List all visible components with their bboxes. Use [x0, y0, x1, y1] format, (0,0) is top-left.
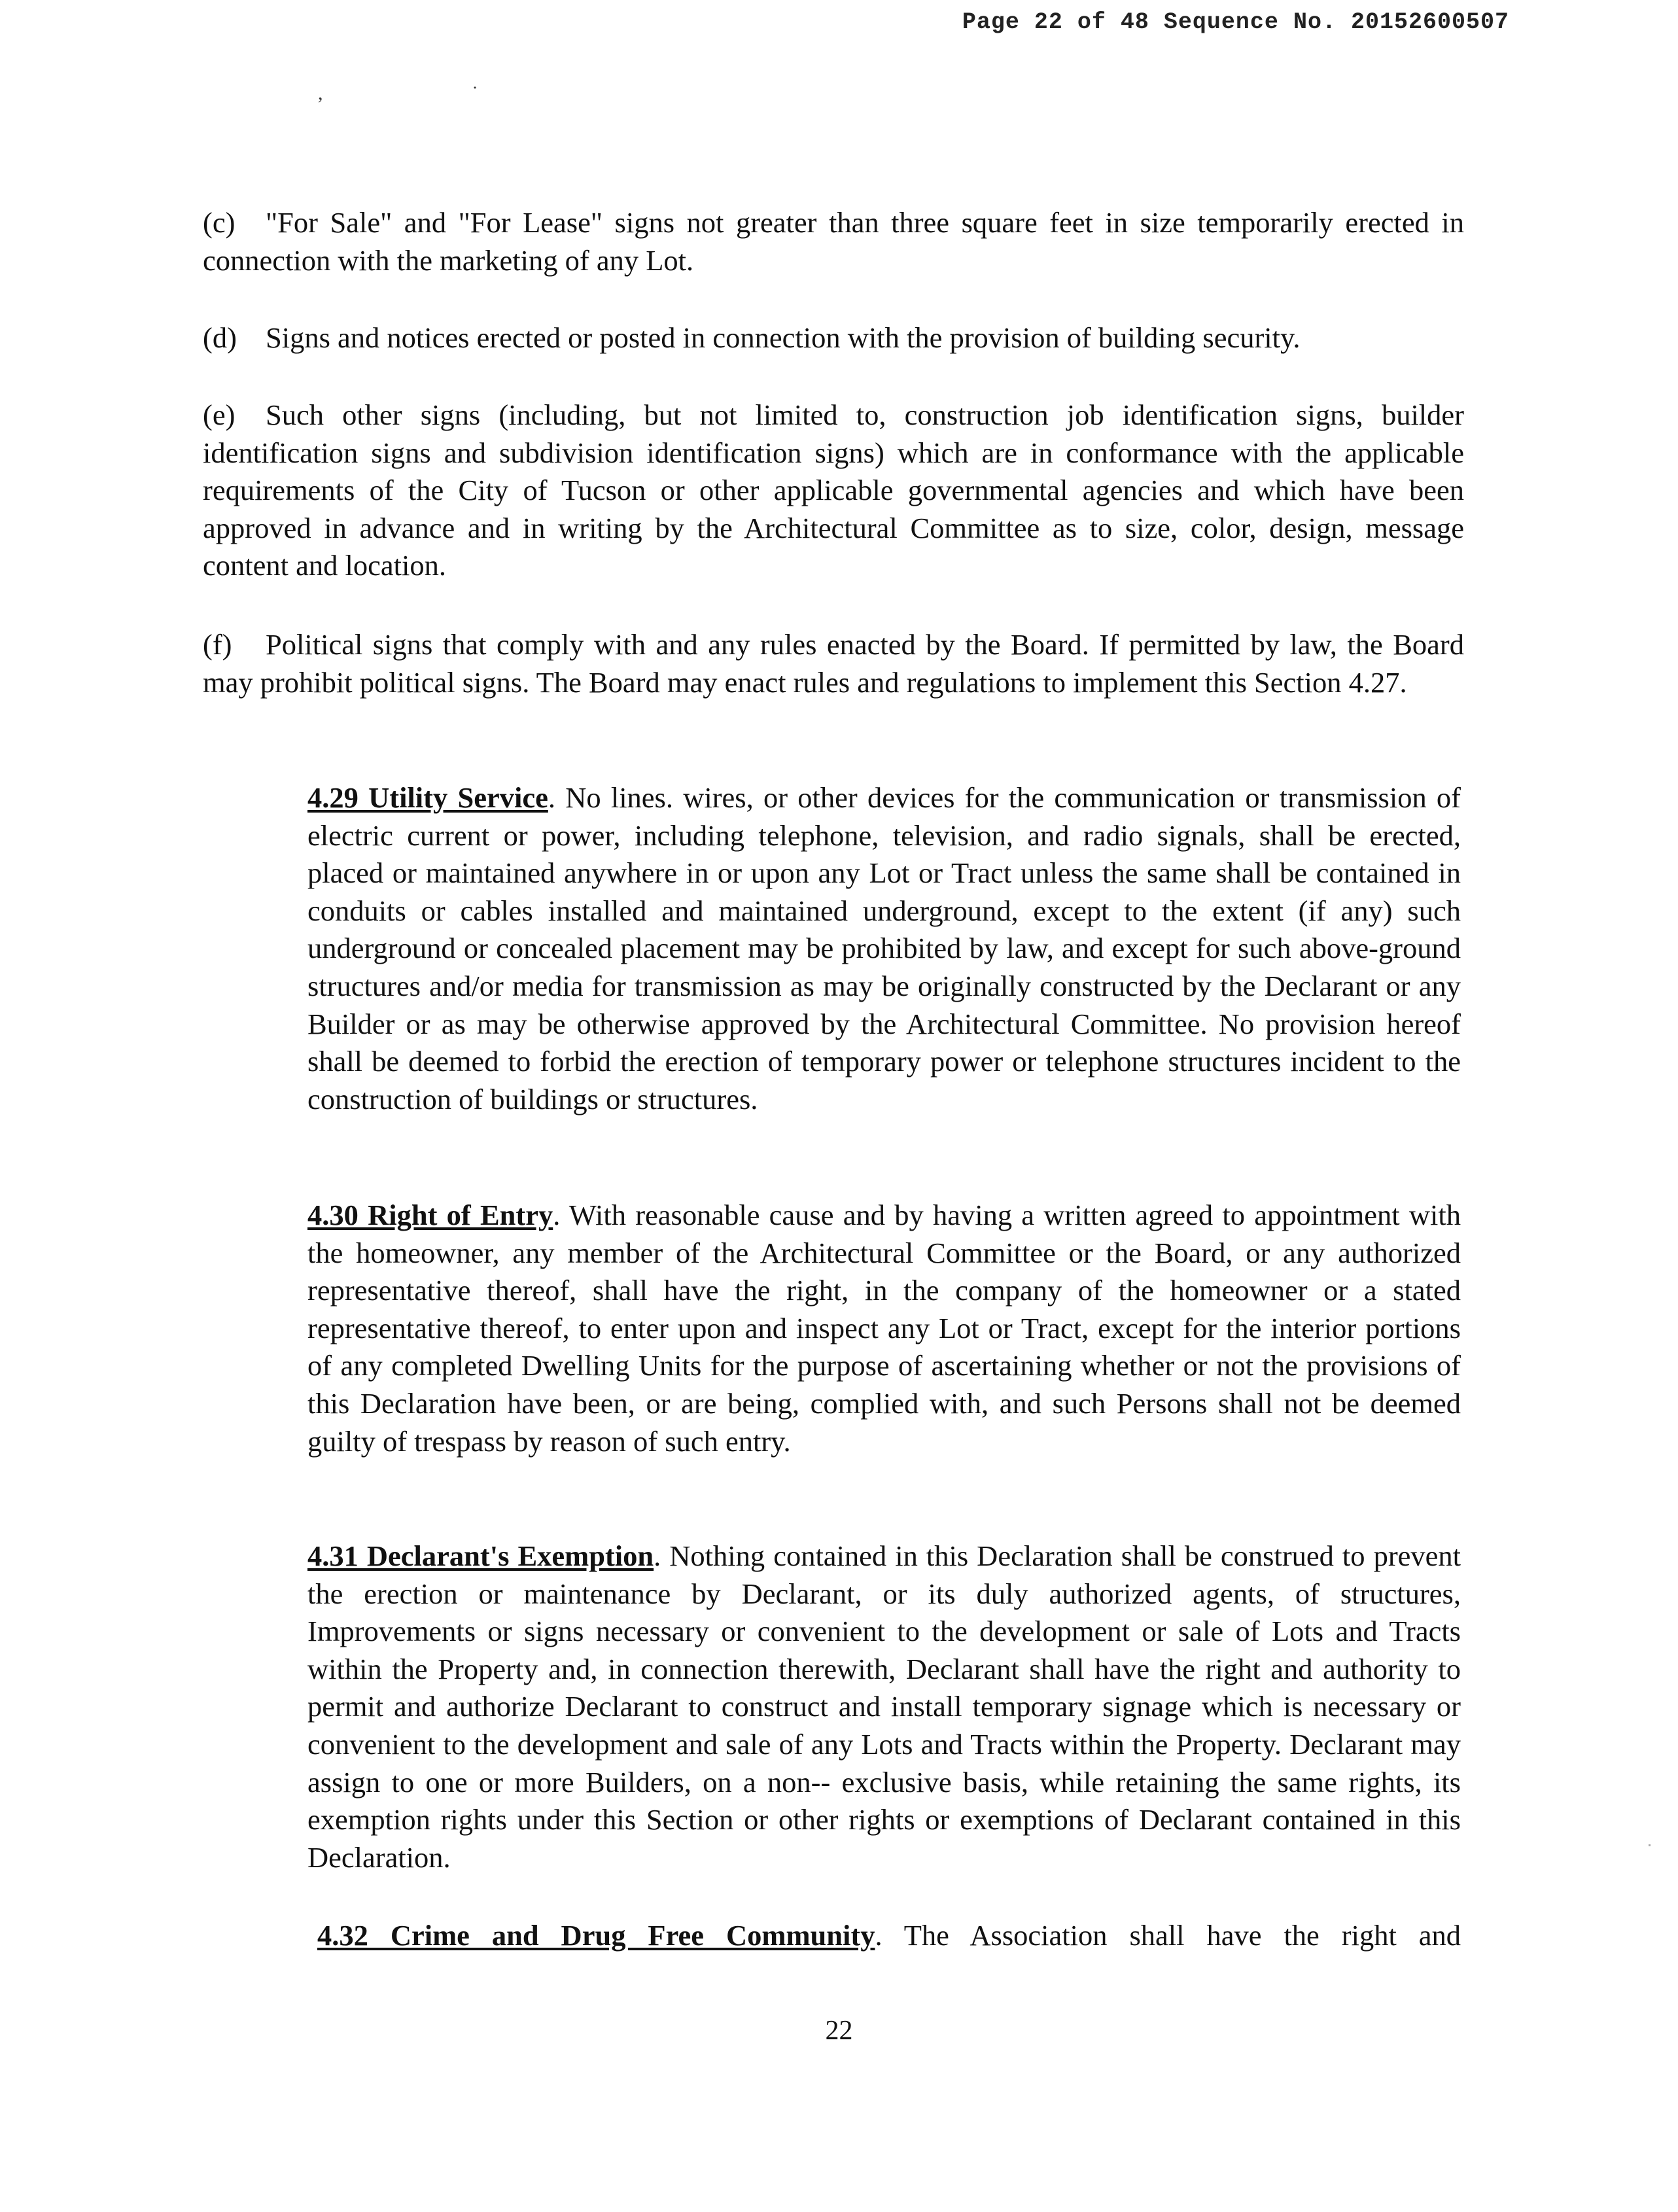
section-4-32-heading: 4.32 Crime and Drug Free Community — [317, 1919, 875, 1952]
recording-sequence-header: Page 22 of 48 Sequence No. 20152600507 — [962, 9, 1509, 35]
paragraph-c — [203, 204, 1464, 279]
paragraph-e-label: (e) — [203, 398, 236, 431]
section-4-29-text: . No lines. wires, or other devices for the communication or transmission of electric current or power, including telephone, television, and radio signals, shall be erected, placed or maintained anywhere in or upon any Lot or Tract unless the same shall be contained in conduits or cables installed and maintained underground, except to the extent (if any) such underground or concealed placement may be prohibited by law, and except for such above-ground structures and/or media for transmission as may be originally constructed by the Declarant or any Builder or as may be otherwise approved by the Architectural Committee. No provision hereof shall be deemed to forbid the erection of temporary power or telephone structures incident to the construction of buildings or structures. — [307, 781, 1461, 1115]
paragraph-d-label: (d) — [203, 321, 237, 354]
scan-specks: , ˙ — [318, 82, 550, 104]
paragraph-d — [203, 319, 1464, 357]
scan-margin-mark — [1649, 1844, 1651, 1846]
paragraph-f-label: (f) — [203, 628, 232, 661]
section-4-30-text: . With reasonable cause and by having a written agreed to appointment with the homeowner, any member of the Architectural Committee or the Board, or any authorized representative thereof, shall have the right, in the company of the homeowner or a stated representative thereof, to enter upon and inspect any Lot or Tract, except for the interior portions of any completed Dwelling Units for the purpose of ascertaining whether or not the provisions of this Declaration have been, or are being, complied with, and such Persons shall not be deemed guilty of trespass by reason of such entry. — [307, 1199, 1461, 1458]
section-4-31-heading: 4.31 Declarant's Exemption — [307, 1539, 654, 1572]
section-4-32-crime-and-drug-free-community — [317, 1917, 1461, 1955]
paragraph-e — [203, 396, 1464, 585]
paragraph-d-text: Signs and notices erected or posted in connection with the provision of building security. — [266, 321, 1301, 354]
page-number: 22 — [825, 2016, 853, 2046]
paragraph-c-label: (c) — [203, 206, 236, 239]
section-4-29-utility-service — [307, 779, 1461, 1118]
section-4-29-heading: 4.29 Utility Service — [307, 781, 548, 814]
section-4-31-declarants-exemption — [307, 1537, 1461, 1876]
paragraph-e-text: Such other signs (including, but not limited to, construction job identification signs, builder identification signs and subdivision identification signs) which are in conformance with the applicable requirements of the City of Tucson or other applicable governmental agencies and which have been approved in advance and in writing by the Architectural Committee as to size, color, design, message content and location. — [203, 398, 1464, 582]
paragraph-c-text: "For Sale" and "For Lease" signs not greater than three square feet in size temporarily erected in connection with the marketing of any Lot. — [203, 206, 1464, 277]
section-4-30-right-of-entry — [307, 1197, 1461, 1460]
paragraph-f — [203, 626, 1464, 701]
section-4-32-text: . The Association shall have the right and — [875, 1919, 1461, 1952]
paragraph-f-text: Political signs that comply with and any rules enacted by the Board. If permitted by law, the Board may prohibit political signs. The Board may enact rules and regulations to implement this Section 4.27. — [203, 628, 1464, 699]
section-4-30-heading: 4.30 Right of Entry — [307, 1199, 553, 1231]
section-4-31-text: . Nothing contained in this Declaration shall be construed to prevent the erection or maintenance by Declarant, or its duly authorized agents, of structures, Improvements or signs necessary or convenient to the development or sale of Lots and Tracts within the Property and, in connection therewith, Declarant shall have the right and authority to permit and authorize Declarant to construct and install temporary signage which is necessary or convenient to the development and sale of any Lots and Tracts within the Property. Declarant may assign to one or more Builders, on a non-- exclusive basis, while retaining the same rights, its exemption rights under this Section or other rights or exemptions of Declarant contained in this Declaration. — [307, 1539, 1461, 1874]
